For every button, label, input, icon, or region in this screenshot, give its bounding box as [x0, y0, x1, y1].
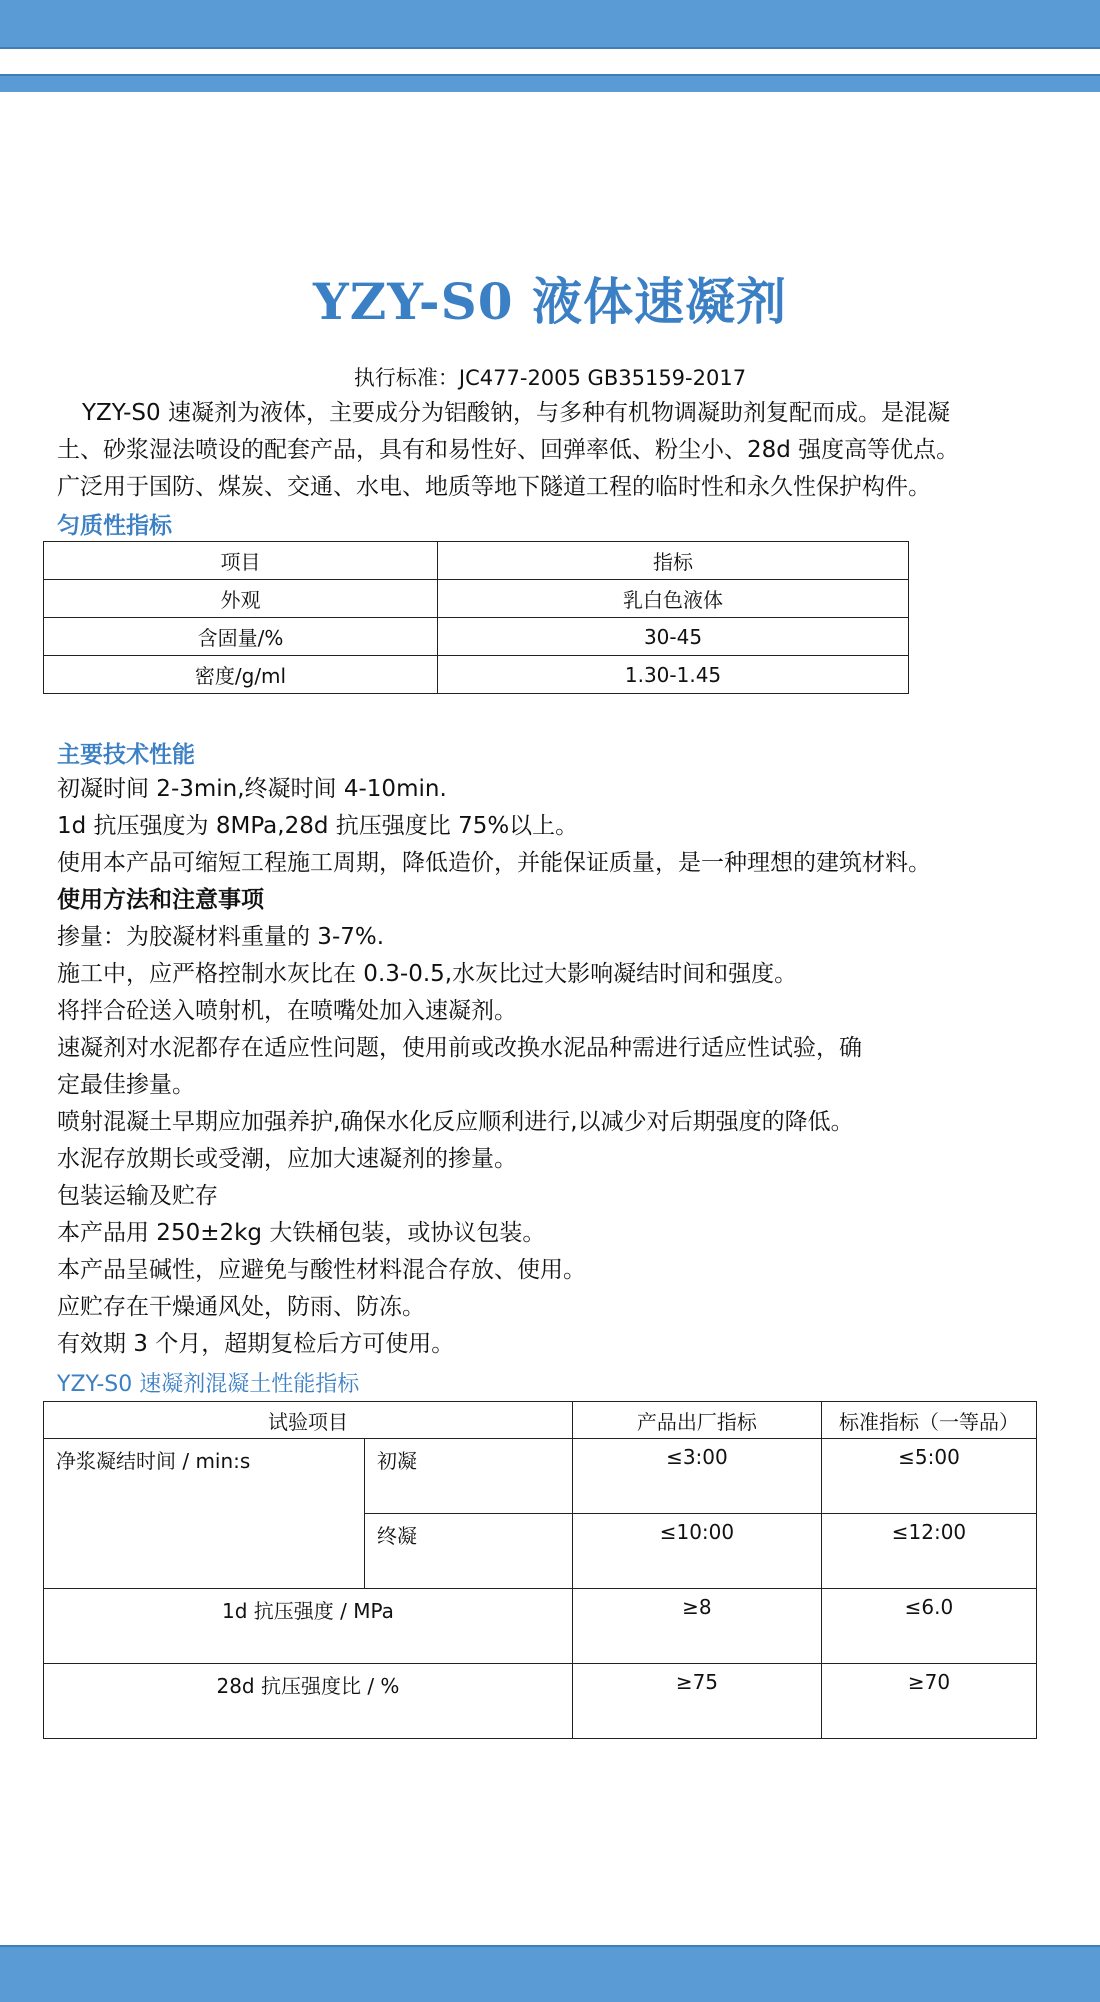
table-row: [44, 1439, 1037, 1514]
standard-line: 执行标准：JC477-2005 GB35159-2017: [353, 366, 747, 390]
table-cell: ≤3:00: [572, 1439, 821, 1514]
table-cell: ≤10:00: [572, 1514, 821, 1589]
text-line: 将拌合砼送入喷射机，在喷嘴处加入速凝剂。: [57, 998, 517, 1024]
header-cell: 指标: [438, 542, 909, 580]
table-cell: 30-45: [438, 618, 909, 656]
text-line: 使用本产品可缩短工程施工周期，降低造价，并能保证质量，是一种理想的建筑材料。: [57, 850, 931, 876]
table-cell: 密度/g/ml: [44, 656, 438, 694]
text-line: 初凝时间 2-3min,终凝时间 4-10min.: [57, 776, 447, 802]
table-row: [44, 618, 909, 656]
performance-lines: [57, 771, 1057, 1363]
table-cell: ≥8: [572, 1589, 821, 1664]
intro-line: 广泛用于国防、煤炭、交通、水电、地质等地下隧道工程的临时性和永久性保护构件。: [57, 474, 931, 500]
text-line: 施工中，应严格控制水灰比在 0.3-0.5,水灰比过大影响凝结时间和强度。: [57, 961, 798, 987]
text-line: 定最佳掺量。: [57, 1072, 195, 1098]
top-banner-stripe: [0, 74, 1100, 92]
table-row: [44, 656, 909, 694]
table-cell: 28d 抗压强度比 / %: [44, 1664, 573, 1739]
top-banner: [0, 0, 1100, 49]
uniformity-table: [43, 541, 909, 694]
performance-heading: 主要技术性能: [57, 742, 195, 768]
table-cell: ≤6.0: [821, 1589, 1036, 1664]
table-header-row: [44, 542, 909, 580]
table-row: [44, 1589, 1037, 1664]
text-line: 喷射混凝土早期应加强养护,确保水化反应顺利进行,以减少对后期强度的降低。: [57, 1109, 854, 1135]
uniformity-heading: 匀质性指标: [57, 513, 172, 539]
table-cell: 1d 抗压强度 / MPa: [44, 1589, 573, 1664]
intro-paragraph: [57, 395, 1057, 506]
table-row: [44, 580, 909, 618]
header-cell: 标准指标（一等品）: [821, 1402, 1036, 1439]
table-cell: 终凝: [365, 1514, 573, 1589]
table-cell: ≥75: [572, 1664, 821, 1739]
intro-line: YZY-S0 速凝剂为液体，主要成分为铝酸钠，与多种有机物调凝助剂复配而成。是混凝: [82, 400, 950, 426]
concrete-table: [43, 1401, 1037, 1739]
table-cell: ≥70: [821, 1664, 1036, 1739]
text-line: 有效期 3 个月，超期复检后方可使用。: [57, 1331, 455, 1357]
table-cell: 含固量/%: [44, 618, 438, 656]
concrete-heading: YZY-S0 速凝剂混凝土性能指标: [57, 1372, 360, 1397]
header-cell: 产品出厂指标: [572, 1402, 821, 1439]
bottom-banner: [0, 1945, 1100, 2002]
header-cell: 试验项目: [44, 1402, 573, 1439]
table-cell: ≤5:00: [821, 1439, 1036, 1514]
table-cell: ≤12:00: [821, 1514, 1036, 1589]
text-line: 应贮存在干燥通风处，防雨、防冻。: [57, 1294, 425, 1320]
intro-line: 土、砂浆湿法喷设的配套产品，具有和易性好、回弹率低、粉尘小、28d 强度高等优点。: [57, 437, 960, 463]
usage-heading: 使用方法和注意事项: [57, 887, 264, 913]
text-line: 掺量：为胶凝材料重量的 3-7%.: [57, 924, 385, 950]
text-line: 本产品用 250±2kg 大铁桶包装，或协议包装。: [57, 1220, 546, 1246]
text-line: 本产品呈碱性，应避免与酸性材料混合存放、使用。: [57, 1257, 586, 1283]
text-line: 1d 抗压强度为 8MPa,28d 抗压强度比 75%以上。: [57, 813, 579, 839]
table-cell: 初凝: [365, 1439, 573, 1514]
page-title: YZY-S0 液体速凝剂: [313, 272, 787, 331]
text-line: 速凝剂对水泥都存在适应性问题，使用前或改换水泥品种需进行适应性试验，确: [57, 1035, 862, 1061]
table-header-row: [44, 1402, 1037, 1439]
table-row: [44, 1664, 1037, 1739]
table-cell: 乳白色液体: [438, 580, 909, 618]
setting-time-label: 净浆凝结时间 / min:s: [44, 1439, 365, 1589]
table-cell: 1.30-1.45: [438, 656, 909, 694]
text-line: 水泥存放期长或受潮，应加大速凝剂的掺量。: [57, 1146, 517, 1172]
storage-heading: 包装运输及贮存: [57, 1183, 218, 1209]
table-cell: 外观: [44, 580, 438, 618]
header-cell: 项目: [44, 542, 438, 580]
